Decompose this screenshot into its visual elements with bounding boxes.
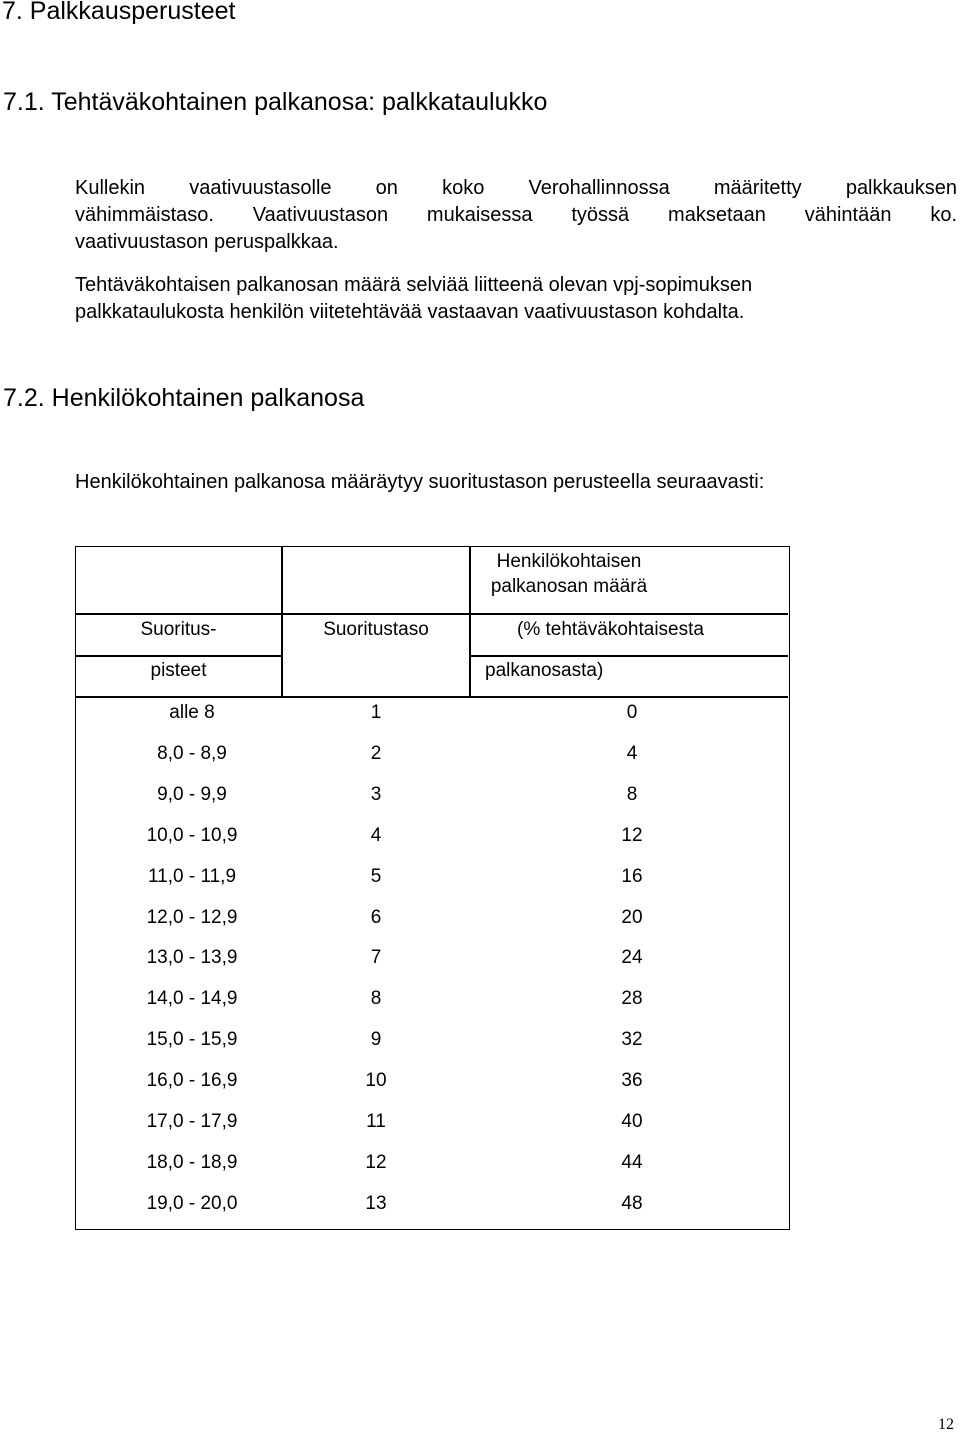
subsection-title-7-1: 7.1. Tehtäväkohtainen palkanosa: palkkataulukko — [3, 88, 548, 116]
table-cell-level: 4 — [370, 824, 382, 846]
table-cell-points: 15,0 - 15,9 — [146, 1029, 238, 1051]
table-cell-points: 11,0 - 11,9 — [147, 865, 237, 887]
table-cell-points: 8,0 - 8,9 — [157, 742, 227, 764]
table-intro-text: Henkilökohtainen palkanosa määräytyy suoritustason perusteella seuraavasti: — [75, 471, 765, 493]
table-cell-level: 6 — [370, 906, 382, 928]
paragraph-line: Tehtäväkohtaisen palkanosan määrä selviää liitteenä olevan vpj-sopimuksen — [75, 274, 753, 296]
table-cell-percent: 8 — [626, 783, 638, 805]
table-cell-level: 5 — [370, 865, 382, 887]
table-cell-points: alle 8 — [169, 702, 215, 723]
table-cell-points: 10,0 - 10,9 — [146, 824, 238, 846]
table-cell-points: 17,0 - 17,9 — [146, 1111, 238, 1132]
page-number: 12 — [938, 1416, 954, 1433]
table-cell-level: 8 — [370, 988, 382, 1010]
table-cell-level: 12 — [365, 1151, 387, 1173]
table-cell-percent: 24 — [621, 947, 643, 969]
header-amount-label: Henkilökohtaisen — [496, 551, 642, 572]
table-cell-percent: 12 — [621, 824, 643, 846]
header-divider — [76, 613, 788, 615]
header-amount-label: palkanosan määrä — [490, 576, 648, 597]
table-cell-percent: 36 — [621, 1070, 643, 1092]
table-cell-percent: 44 — [621, 1151, 643, 1173]
paragraph-line: vähimmäistaso. Vaativuustason mukaisessa työssä maksetaan vähintään ko. — [75, 204, 957, 226]
header-divider — [76, 655, 281, 657]
table-cell-level: 13 — [365, 1192, 387, 1214]
table-cell-points: 12,0 - 12,9 — [146, 906, 238, 928]
paragraph-line: vaativuustason peruspalkkaa. — [75, 231, 339, 253]
table-cell-points: 14,0 - 14,9 — [146, 988, 238, 1010]
table-cell-points: 9,0 - 9,9 — [157, 783, 227, 805]
table-cell-percent: 20 — [621, 906, 643, 928]
header-points-label: Suoritus- — [140, 619, 217, 640]
table-cell-points: 19,0 - 20,0 — [146, 1192, 238, 1214]
table-cell-level: 3 — [370, 783, 382, 805]
table-cell-percent: 48 — [621, 1192, 643, 1214]
table-cell-points: 18,0 - 18,9 — [146, 1151, 238, 1173]
paragraph-task-based-pay — [75, 272, 957, 326]
table-cell-percent: 0 — [626, 702, 638, 723]
table-cell-percent: 40 — [621, 1111, 643, 1132]
header-points-label: pisteet — [150, 660, 207, 681]
header-divider — [76, 696, 788, 698]
table-cell-percent: 4 — [626, 742, 638, 764]
table-cell-percent: 16 — [621, 865, 643, 887]
table-cell-level: 9 — [370, 1029, 382, 1051]
performance-table — [75, 546, 790, 1230]
paragraph-minimum-pay — [75, 175, 957, 256]
section-title: 7. Palkkausperusteet — [2, 0, 236, 25]
table-cell-level: 1 — [370, 702, 382, 723]
table-cell-percent: 32 — [621, 1029, 643, 1051]
header-amount-label: palkanosasta) — [485, 660, 604, 681]
table-cell-level: 2 — [370, 742, 382, 764]
table-cell-level: 11 — [366, 1111, 386, 1132]
table-cell-points: 13,0 - 13,9 — [146, 947, 238, 969]
header-level-label: Suoritustaso — [323, 619, 429, 640]
table-cell-percent: 28 — [621, 988, 643, 1010]
subsection-title-7-2: 7.2. Henkilökohtainen palkanosa — [3, 384, 365, 412]
table-cell-level: 10 — [365, 1070, 387, 1092]
header-divider — [469, 655, 788, 657]
table-cell-level: 7 — [370, 947, 382, 969]
paragraph-line: Kullekin vaativuustasolle on koko Verohallinnossa määritetty palkkauksen — [75, 177, 957, 199]
table-cell-points: 16,0 - 16,9 — [146, 1070, 238, 1092]
header-amount-label: (% tehtäväkohtaisesta — [517, 619, 704, 640]
paragraph-line: palkkataulukosta henkilön viitetehtävää vastaavan vaativuustason kohdalta. — [75, 301, 745, 323]
